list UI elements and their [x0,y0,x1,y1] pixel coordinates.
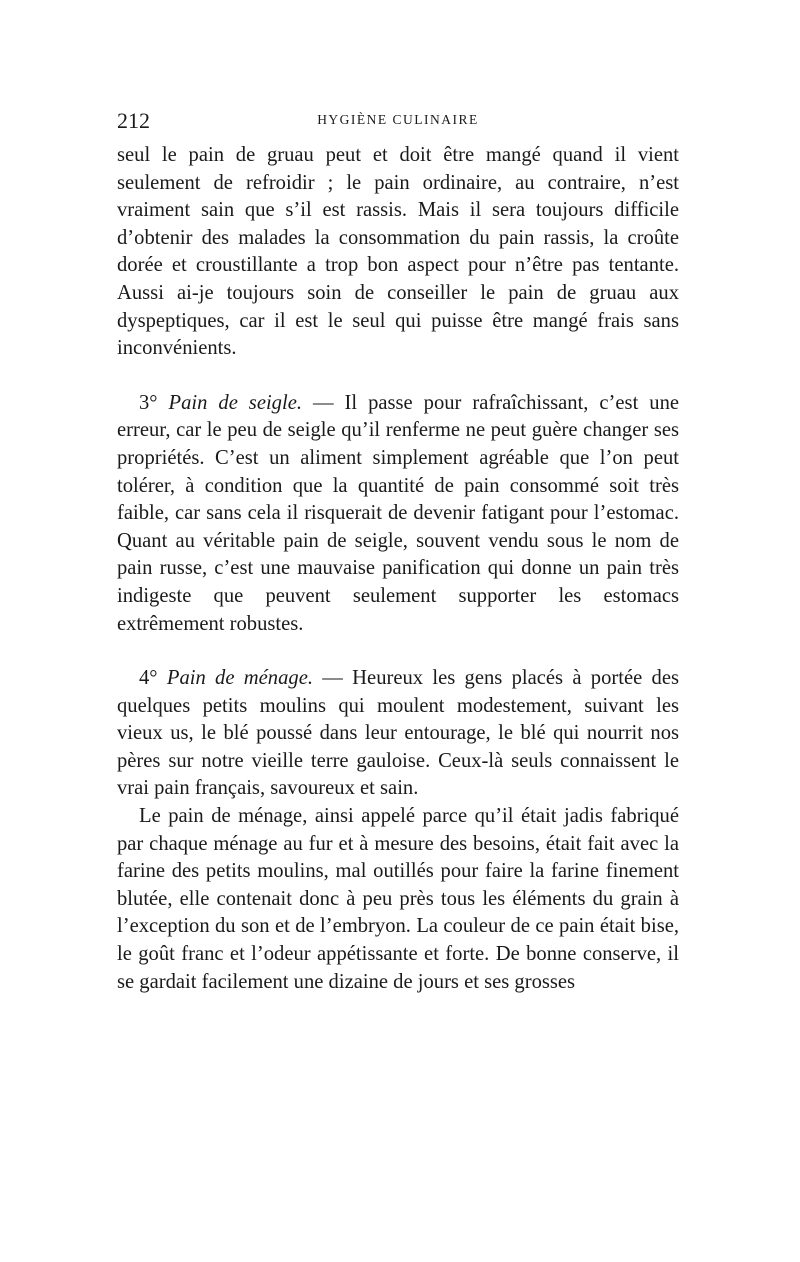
section-title-pain-de-menage: Pain de ménage. [166,667,313,690]
page-number: 212 [117,108,150,133]
paragraph-pain-de-menage [117,665,679,803]
section-number: 3° [139,391,158,414]
section-text-pain-de-seigle: — Il passe pour rafraîchissant, c’est une erreur, car le peu de seigle qu’il renferme ne peut guère changer ses propriétés. C’est un aliment simplement agréable que l’on peut tolérer, à condition que la quantité de pain consommé soit très faible, car sans cela il risquerait de devenir fatigant pour l’estomac. Quant au véritable pain de seigle, souvent vendu sous le nom de pain russe, c’est une mauvaise panification qui donne un pain très indigeste que peuvent seulement supporter les estomacs extrêmement robustes. [117,391,680,635]
paragraph-pain-de-seigle [117,390,679,638]
book-page [117,108,679,996]
section-number: 4° [139,667,158,690]
running-head [117,108,679,142]
paragraph-pain-de-menage-description: Le pain de ménage, ainsi appelé parce qu’il était jadis fabriqué par chaque ménage au fur et à mesure des besoins, était fait avec la farine des petits moulins, mal outillés pour faire la farine finement blutée, elle contenait donc à peu près tous les éléments du grain à l’exception du son et de l’embryon. La couleur de ce pain était bise, le goût franc et l’odeur appétissante et forte. De bonne conserve, il se gardait facilement une dizaine de jours et ses grosses [117,805,679,993]
section-text-pain-de-menage: — Heureux les gens placés à portée des quelques petits moulins qui moulent modestement, suivant les vieux us, le blé poussé dans leur entourage, le blé qui nourrit nos pères sur notre vieille terre gauloise. Ceux-là seuls connaissent le vrai pain français, savoureux et sain. [117,667,679,800]
section-title-pain-de-seigle: Pain de seigle. [168,391,302,414]
running-title: HYGIÈNE CULINAIRE [317,112,479,127]
paragraph-gruau-continued: seul le pain de gruau peut et doit être mangé quand il vient seulement de refroidir ; le pain ordinaire, au contraire, n’est vraiment sain que s’il est rassis. Mais il sera toujours difficile d’obtenir des malades la consommation du pain rassis, la croûte dorée et croustillante a trop bon aspect pour n’être pas tentante. Aussi ai-je toujours soin de conseiller le pain de gruau aux dyspeptiques, car il est le seul qui puisse être mangé frais sans inconvénients. [117,144,679,360]
